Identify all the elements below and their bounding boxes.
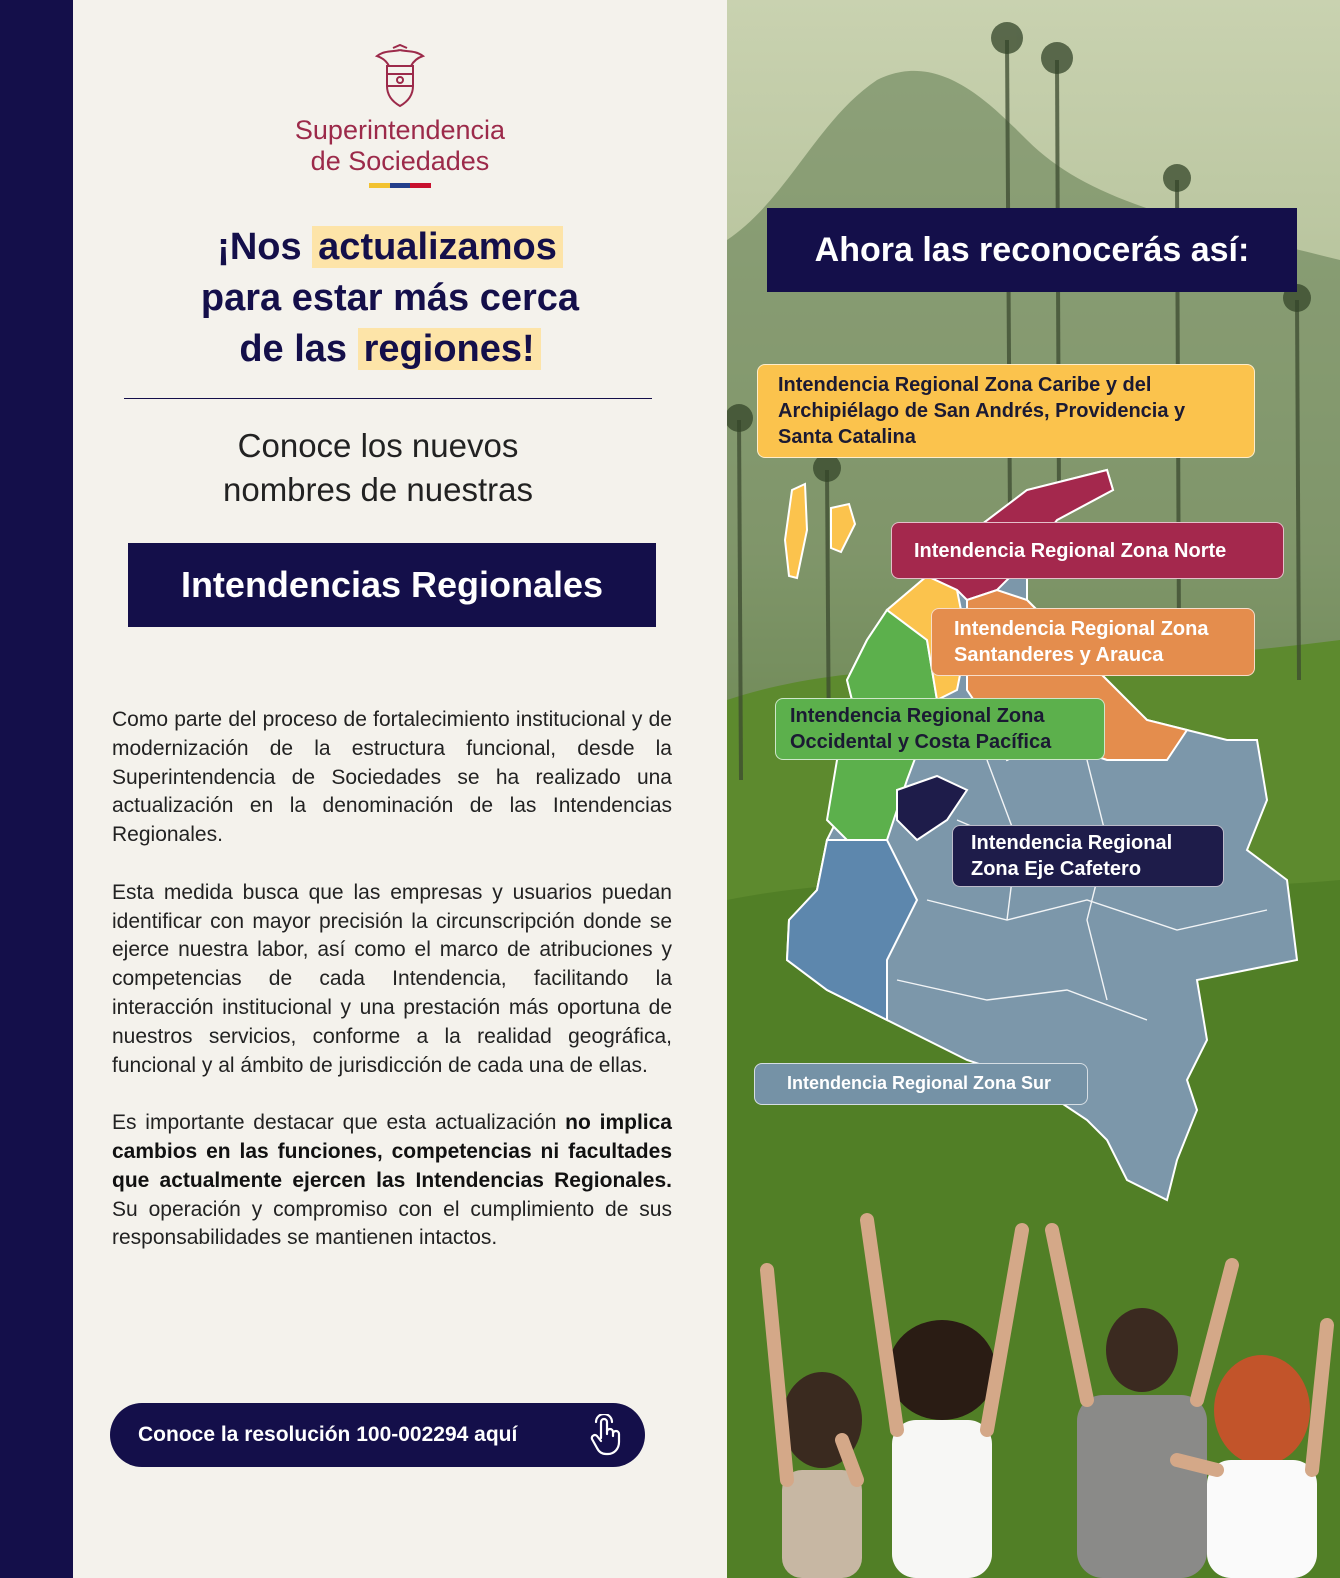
subtitle-line-1: Conoce los nuevos	[237, 427, 519, 464]
eje-line-2: Zona Eje Cafetero	[971, 858, 1142, 880]
subtitle	[73, 424, 683, 512]
intendencias-banner: Intendencias Regionales	[128, 543, 656, 627]
paragraph-3-bold: no implica cambios en las funciones, competencias ni facultades que actualmente ejercen las Intendencias Regionales.	[112, 1111, 672, 1192]
headline-exclamation: !	[522, 328, 535, 370]
occidental-line-2: Occidental y Costa Pacífica	[790, 731, 1052, 753]
left-panel	[73, 0, 727, 1578]
headline	[73, 222, 707, 375]
flag-bar	[369, 183, 431, 188]
region-label-sur: Intendencia Regional Zona Sur	[754, 1063, 1088, 1105]
paragraph-3-start: Es importante destacar que esta actualización	[112, 1111, 566, 1135]
caribe-line-2: Archipiélago de San Andrés, Providencia y	[778, 400, 1186, 422]
region-label-norte: Intendencia Regional Zona Norte	[891, 522, 1284, 579]
santanderes-line-1: Intendencia Regional Zona	[954, 618, 1209, 640]
coat-of-arms-icon	[367, 44, 433, 110]
left-accent-strip	[0, 0, 73, 1578]
paragraph-3-end: Su operación y compromiso con el cumplimiento de sus responsabilidades se mantienen intactos.	[112, 1197, 672, 1250]
headline-highlight-1: actualizamos	[312, 226, 563, 268]
logo-line-2: de Sociedades	[310, 146, 490, 176]
headline-highlight-2-text: regiones	[363, 328, 523, 370]
right-title: Ahora las reconocerás así:	[767, 208, 1297, 292]
flag-blue	[390, 183, 411, 188]
logo	[73, 44, 727, 188]
occidental-line-1: Intendencia Regional Zona	[790, 705, 1045, 727]
santanderes-line-2: Santanderes y Arauca	[954, 644, 1164, 666]
caribe-line-3: Santa Catalina	[778, 426, 916, 448]
headline-text: ¡Nos	[217, 226, 313, 268]
right-panel	[727, 0, 1340, 1578]
paragraph-3	[112, 1109, 672, 1253]
headline-line-2: para estar más cerca	[200, 277, 580, 319]
region-label-eje-cafetero	[952, 825, 1224, 887]
region-label-caribe	[757, 364, 1255, 458]
flag-red	[410, 183, 431, 188]
region-label-occidental	[775, 698, 1105, 760]
logo-line-1: Superintendencia	[294, 115, 506, 145]
paragraph-1: Como parte del proceso de fortalecimiento institucional y de modernización de la estructura funcional, desde la Superintendencia de Sociedades se ha realizado una actualización en la denominación de las Intendencias Regionales.	[112, 708, 672, 847]
body-text	[112, 706, 672, 1282]
headline-highlight-2	[358, 328, 541, 370]
flag-yellow	[369, 183, 390, 188]
subtitle-line-2: nombres de nuestras	[222, 471, 533, 508]
headline-text-3: de las	[239, 328, 358, 370]
resolution-link-label: Conoce la resolución 100-002294 aquí	[138, 1423, 518, 1446]
resolution-link-button[interactable]	[110, 1403, 645, 1467]
caribe-line-1: Intendencia Regional Zona Caribe y del	[778, 374, 1152, 396]
pointer-hand-icon	[587, 1414, 627, 1456]
region-label-santanderes	[931, 608, 1255, 676]
divider	[124, 398, 652, 399]
eje-line-1: Intendencia Regional	[971, 832, 1173, 854]
paragraph-2: Esta medida busca que las empresas y usuarios puedan identificar con mayor precisión la circunscripción donde se ejerce nuestra labor, así como el marco de atribuciones y competencias de cada Intendencia, facilitando la interacción institucional y una prestación más oportuna de nuestros servicios, conforme a la realidad geográfica, funcional y al ámbito de jurisdicción de cada una de ellas.	[112, 880, 672, 1077]
